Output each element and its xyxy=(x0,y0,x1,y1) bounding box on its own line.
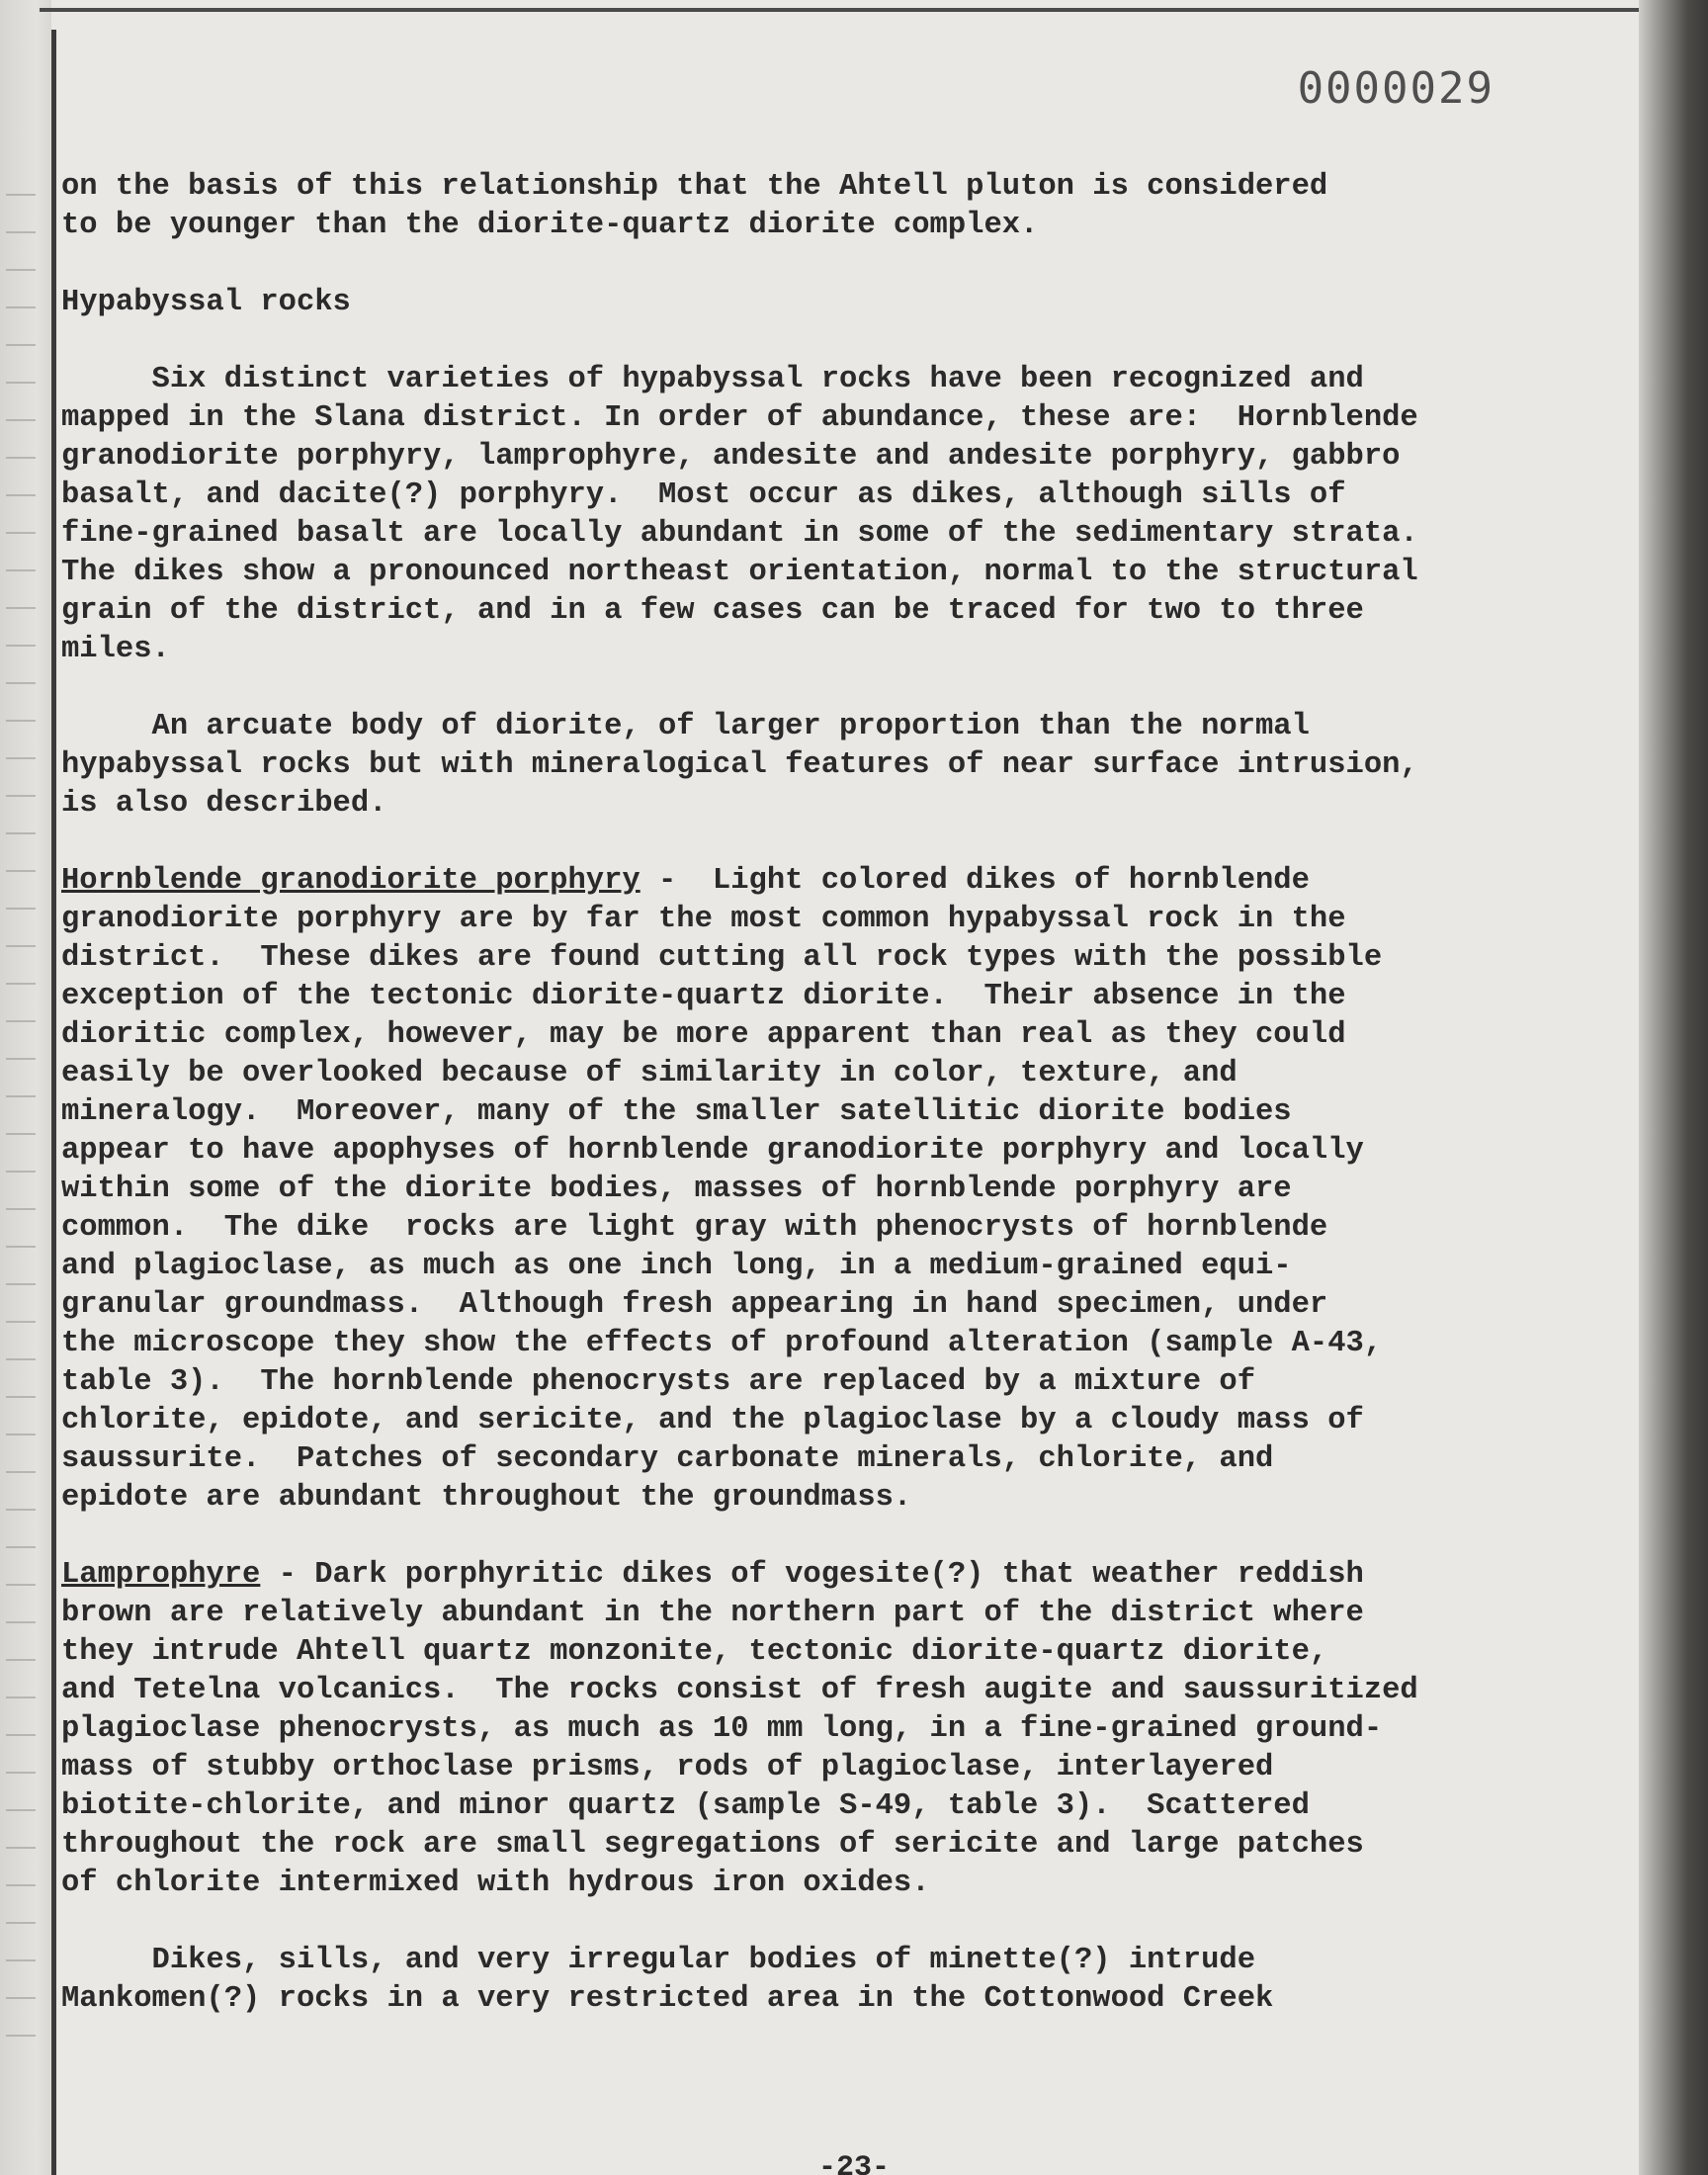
text-line: Mankomen(?) rocks in a very restricted area in the Cottonwood Creek xyxy=(61,1982,1274,2016)
text-line: the microscope they show the effects of profound alteration (sample A-43, xyxy=(61,1327,1383,1360)
subsection-heading-lamprophyre: Lamprophyre xyxy=(61,1558,261,1592)
text-line: exception of the tectonic diorite-quartz diorite. Their absence in the xyxy=(61,980,1346,1013)
text-line: mass of stubby orthoclase prisms, rods of plagioclase, interlayered xyxy=(61,1751,1274,1784)
text-line: fine-grained basalt are locally abundant in some of the sedimentary strata. xyxy=(61,517,1418,551)
text-line: on the basis of this relationship that the Ahtell pluton is considered xyxy=(61,170,1328,204)
text-line: is also described. xyxy=(61,787,387,821)
text-line: grain of the district, and in a few cases can be traced for two to three xyxy=(61,594,1364,628)
text-line: chlorite, epidote, and sericite, and the plagioclase by a cloudy mass of xyxy=(61,1404,1364,1437)
text-span: - Light colored dikes of hornblende xyxy=(640,864,1310,898)
text-line: Six distinct varieties of hypabyssal rocks have been recognized and xyxy=(61,363,1364,396)
text-line: The dikes show a pronounced northeast orientation, normal to the structural xyxy=(61,556,1418,589)
text-line xyxy=(61,1556,1564,1595)
top-rule xyxy=(40,8,1661,12)
text-line: brown are relatively abundant in the northern part of the district where xyxy=(61,1597,1364,1630)
text-line: district. These dikes are found cutting all rock types with the possible xyxy=(61,941,1383,975)
text-line: mapped in the Slana district. In order of abundance, these are: Hornblende xyxy=(61,401,1418,435)
text-line: An arcuate body of diorite, of larger proportion than the normal xyxy=(61,710,1310,743)
section-heading: Hypabyssal rocks xyxy=(61,286,351,319)
body-text xyxy=(61,168,1564,2019)
text-line: easily be overlooked because of similarity in color, texture, and xyxy=(61,1057,1238,1090)
margin-ticks xyxy=(6,158,36,2037)
text-line: dioritic complex, however, may be more apparent than real as they could xyxy=(61,1018,1346,1052)
lamprophyre-paragraph xyxy=(61,1556,1564,1903)
text-line: biotite-chlorite, and minor quartz (sample S-49, table 3). Scattered xyxy=(61,1789,1310,1823)
text-line: and plagioclase, as much as one inch long, in a medium-grained equi- xyxy=(61,1250,1292,1283)
binding-rule xyxy=(51,30,56,2175)
text-line: basalt, and dacite(?) porphyry. Most occur as dikes, although sills of xyxy=(61,478,1346,512)
text-line: of chlorite intermixed with hydrous iron oxides. xyxy=(61,1867,930,1900)
text-line: mineralogy. Moreover, many of the smaller satellitic diorite bodies xyxy=(61,1095,1292,1129)
top-paragraph xyxy=(61,168,1564,245)
subsection-heading-hornblende: Hornblende granodiorite porphyry xyxy=(61,864,640,898)
text-line: plagioclase phenocrysts, as much as 10 mm long, in a fine-grained ground- xyxy=(61,1712,1383,1746)
text-line: within some of the diorite bodies, masses of hornblende porphyry are xyxy=(61,1173,1292,1206)
text-line: appear to have apophyses of hornblende granodiorite porphyry and locally xyxy=(61,1134,1364,1168)
minette-paragraph xyxy=(61,1942,1564,2019)
text-line: they intrude Ahtell quartz monzonite, tectonic diorite-quartz diorite, xyxy=(61,1635,1328,1669)
text-line: throughout the rock are small segregations of sericite and large patches xyxy=(61,1828,1364,1862)
intro-paragraph xyxy=(61,361,1564,669)
right-edge-shadow xyxy=(1639,0,1708,2175)
text-line: to be younger than the diorite-quartz diorite complex. xyxy=(61,209,1039,242)
text-line: Dikes, sills, and very irregular bodies of minette(?) intrude xyxy=(61,1944,1255,1977)
text-line: common. The dike rocks are light gray with phenocrysts of hornblende xyxy=(61,1211,1328,1245)
text-span: - Dark porphyritic dikes of vogesite(?) that weather reddish xyxy=(260,1558,1364,1592)
hornblende-paragraph xyxy=(61,862,1564,1518)
text-line: saussurite. Patches of secondary carbonate minerals, chlorite, and xyxy=(61,1442,1274,1476)
diorite-paragraph xyxy=(61,708,1564,824)
text-line xyxy=(61,862,1564,901)
page-number: -23- xyxy=(817,2151,890,2175)
text-line: hypabyssal rocks but with mineralogical features of near surface intrusion, xyxy=(61,748,1418,782)
text-line: table 3). The hornblende phenocrysts are replaced by a mixture of xyxy=(61,1365,1255,1399)
text-line: and Tetelna volcanics. The rocks consist of fresh augite and saussuritized xyxy=(61,1674,1418,1707)
text-line: miles. xyxy=(61,633,170,666)
text-line: granodiorite porphyry are by far the most common hypabyssal rock in the xyxy=(61,903,1346,936)
text-line: granodiorite porphyry, lamprophyre, andesite and andesite porphyry, gabbro xyxy=(61,440,1401,474)
text-line: granular groundmass. Although fresh appearing in hand specimen, under xyxy=(61,1288,1328,1322)
text-line: epidote are abundant throughout the groundmass. xyxy=(61,1481,912,1515)
document-number: 0000029 xyxy=(1297,63,1494,114)
